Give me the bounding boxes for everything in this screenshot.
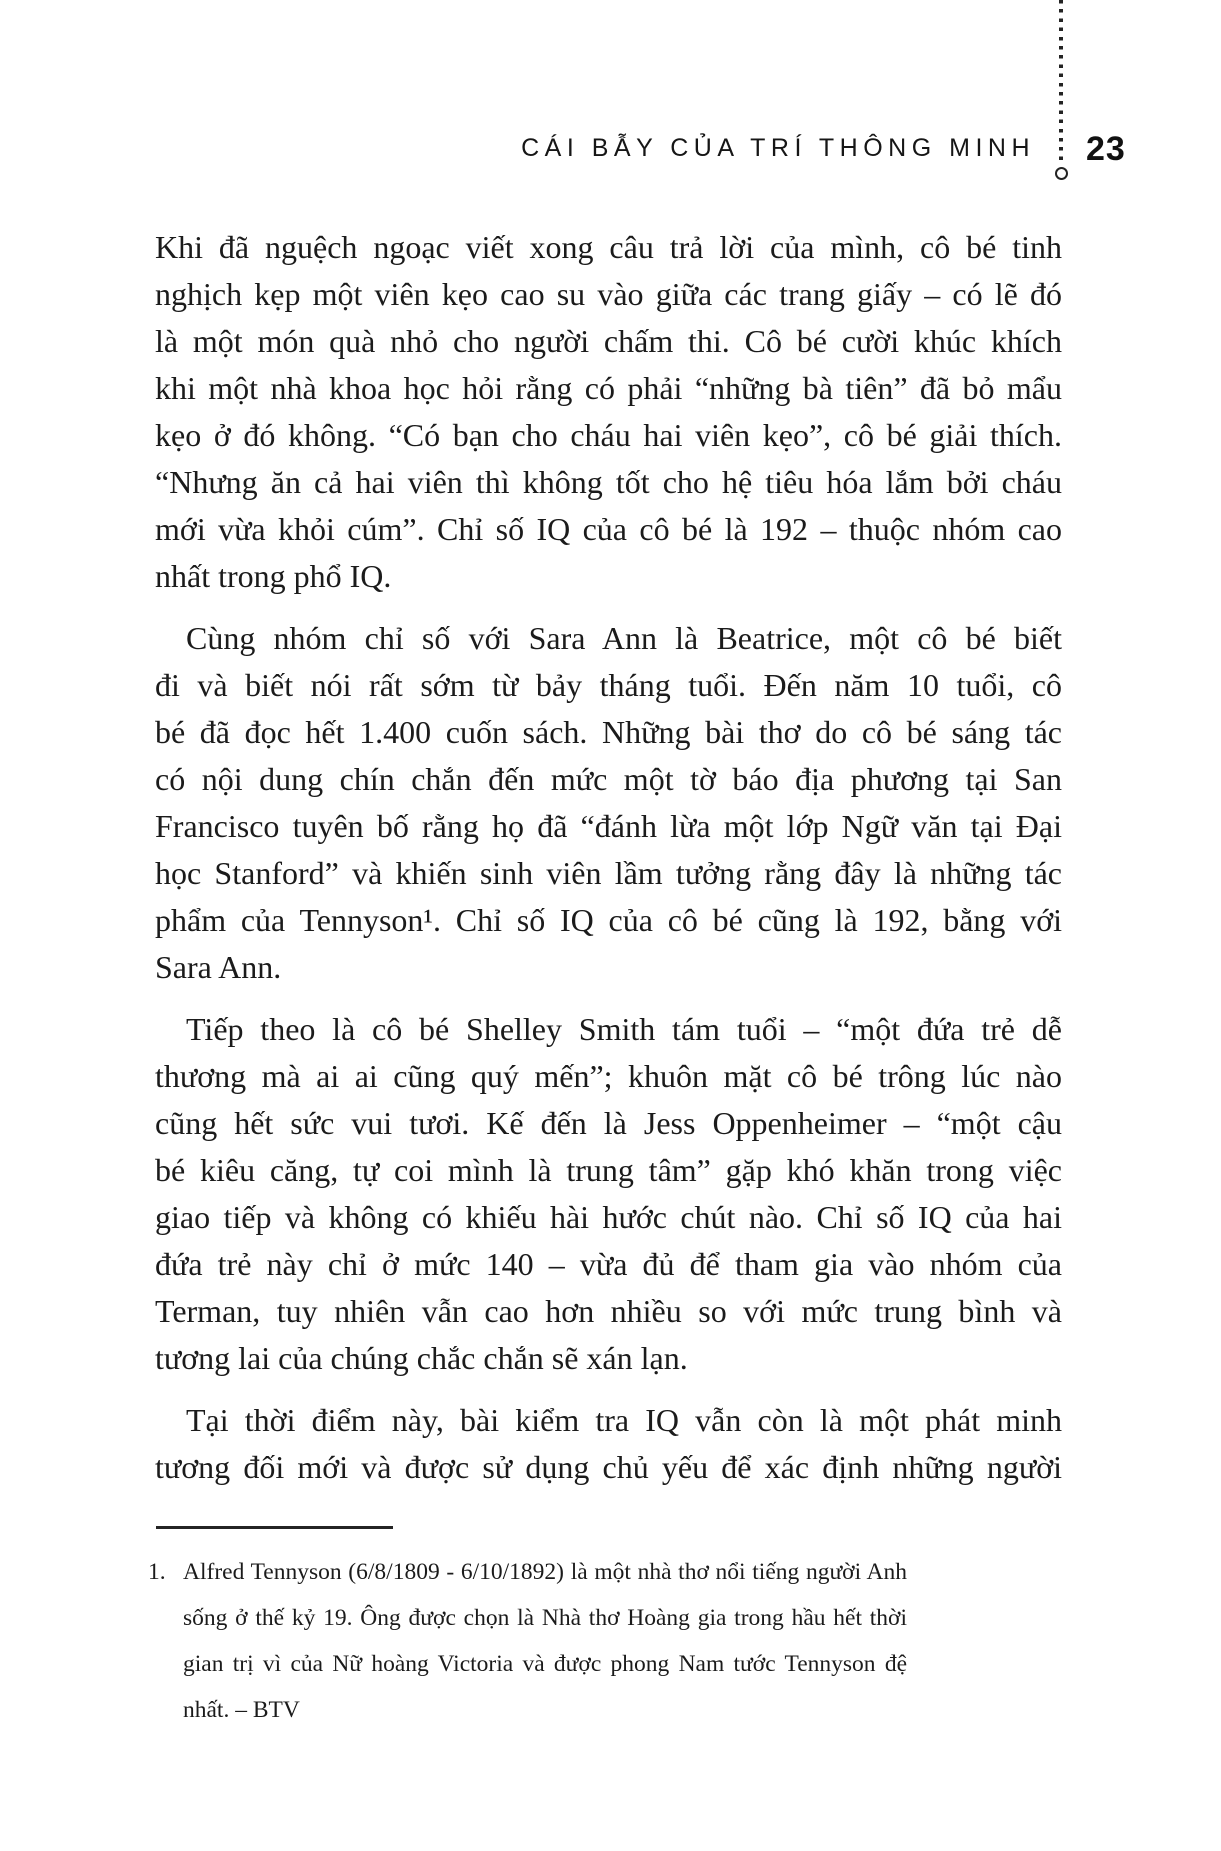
text-line: nhất. – BTV <box>183 1697 300 1723</box>
text-line: khi một nhà khoa học hỏi rằng có phải “những bà tiên” đã bỏ mẩu <box>155 370 1062 406</box>
text-line: có nội dung chín chắn đến mức một tờ báo địa phương tại San <box>155 761 1062 797</box>
text-line: Terman, tuy nhiên vẫn cao hơn nhiều so với mức trung bình và <box>155 1293 1062 1329</box>
text-line: cũng hết sức vui tươi. Kế đến là Jess Oppenheimer – “một cậu <box>155 1105 1062 1141</box>
text-line: là một món quà nhỏ cho người chấm thi. Cô bé cười khúc khích <box>155 323 1062 359</box>
text-line: bé kiêu căng, tự coi mình là trung tâm” gặp khó khăn trong việc <box>155 1152 1062 1188</box>
text-line: sống ở thế kỷ 19. Ông được chọn là Nhà thơ Hoàng gia trong hầu hết thời <box>183 1605 907 1631</box>
footnote-text <box>183 1549 907 1733</box>
paragraph <box>155 224 1062 600</box>
text-line: nghịch kẹp một viên kẹo cao su vào giữa các trang giấy – có lẽ đó <box>155 276 1062 312</box>
dotted-rule-end-circle-icon <box>1055 167 1068 180</box>
text-line: nhất trong phổ IQ. <box>155 558 392 594</box>
paragraph <box>155 1006 1062 1382</box>
text-line: giao tiếp và không có khiếu hài hước chút nào. Chỉ số IQ của hai <box>155 1199 1062 1235</box>
dotted-vertical-rule <box>1059 0 1063 163</box>
text-line: đứa trẻ này chỉ ở mức 140 – vừa đủ để tham gia vào nhóm của <box>155 1246 1062 1282</box>
footnote-separator <box>156 1526 393 1529</box>
footnote-block <box>148 1549 910 1733</box>
text-line: mới vừa khỏi cúm”. Chỉ số IQ của cô bé là 192 – thuộc nhóm cao <box>155 511 1062 547</box>
page-number: 23 <box>1086 130 1126 168</box>
text-line: Alfred Tennyson (6/8/1809 - 6/10/1892) là một nhà thơ nổi tiếng người Anh <box>183 1559 907 1585</box>
text-line: Tiếp theo là cô bé Shelley Smith tám tuổi – “một đứa trẻ dễ <box>186 1011 1062 1047</box>
footnote-marker: 1. <box>148 1559 166 1585</box>
body-text-block <box>155 224 1062 1491</box>
text-line: bé đã đọc hết 1.400 cuốn sách. Những bài thơ do cô bé sáng tác <box>155 714 1062 750</box>
text-line: thương mà ai ai cũng quý mến”; khuôn mặt cô bé trông lúc nào <box>155 1058 1062 1094</box>
paragraph <box>155 1397 1062 1491</box>
text-line: tương lai của chúng chắc chắn sẽ xán lạn. <box>155 1340 688 1376</box>
text-line: tương đối mới và được sử dụng chủ yếu để xác định những người <box>155 1449 1062 1485</box>
text-line: kẹo ở đó không. “Có bạn cho cháu hai viên kẹo”, cô bé giải thích. <box>155 417 1062 453</box>
text-line: Cùng nhóm chỉ số với Sara Ann là Beatrice, một cô bé biết <box>186 620 1062 656</box>
text-line: Sara Ann. <box>155 949 282 985</box>
text-line: đi và biết nói rất sớm từ bảy tháng tuổi. Đến năm 10 tuổi, cô <box>155 667 1062 703</box>
paragraph <box>155 615 1062 991</box>
text-line: học Stanford” và khiến sinh viên lầm tưởng rằng đây là những tác <box>155 855 1062 891</box>
text-line: Khi đã nguệch ngoạc viết xong câu trả lời của mình, cô bé tinh <box>155 229 1062 265</box>
text-line: gian trị vì của Nữ hoàng Victoria và được phong Nam tước Tennyson đệ <box>183 1651 907 1677</box>
text-line: Francisco tuyên bố rằng họ đã “đánh lừa một lớp Ngữ văn tại Đại <box>155 808 1062 844</box>
text-line: “Nhưng ăn cả hai viên thì không tốt cho hệ tiêu hóa lắm bởi cháu <box>155 464 1062 500</box>
text-line: phẩm của Tennyson¹. Chỉ số IQ của cô bé cũng là 192, bằng với <box>155 902 1062 938</box>
running-header-title: CÁI BẪY CỦA TRÍ THÔNG MINH <box>521 134 1035 162</box>
text-line: Tại thời điểm này, bài kiểm tra IQ vẫn còn là một phát minh <box>186 1402 1062 1438</box>
